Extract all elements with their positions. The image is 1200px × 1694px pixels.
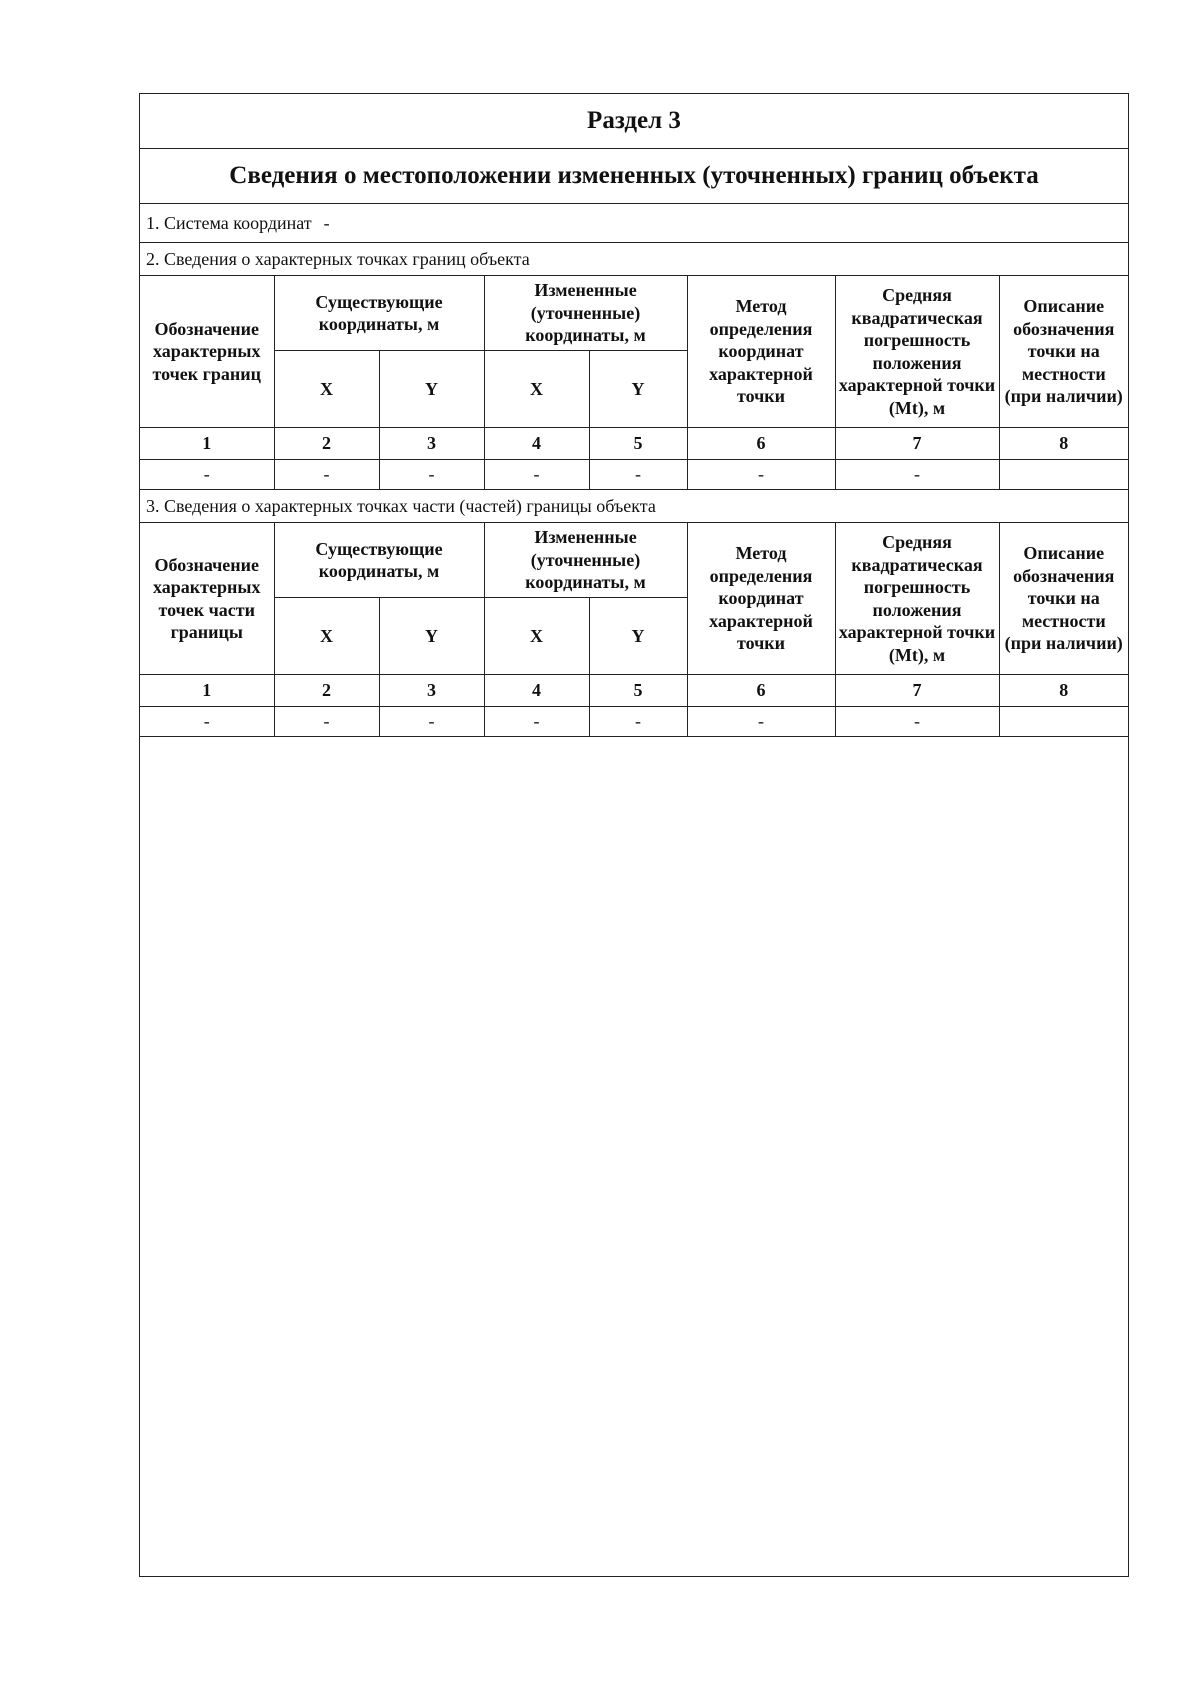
table2-cell: - [687, 707, 835, 737]
table1-header-x-existing: X [274, 351, 379, 428]
table2-cell: - [589, 707, 687, 737]
table1-caption: 2. Сведения о характерных точках границ объекта [140, 243, 1128, 276]
table1-header-changed: Измененные (уточненные) координаты, м [484, 276, 687, 351]
table1-col-number: 6 [687, 428, 835, 460]
table1-col-number: 8 [999, 428, 1128, 460]
table2-cell [999, 707, 1128, 737]
table-row [140, 707, 1128, 737]
table2-col-number: 4 [484, 675, 589, 707]
table1-cell: - [835, 460, 999, 490]
coord-system-line [140, 204, 1128, 243]
table1-col-number: 3 [379, 428, 484, 460]
table2-header-x-existing: X [274, 598, 379, 675]
table2-col-number: 8 [999, 675, 1128, 707]
table1-col-number: 2 [274, 428, 379, 460]
table2-caption: 3. Сведения о характерных точках части (частей) границы объекта [140, 490, 1128, 523]
table1-header-x-changed: X [484, 351, 589, 428]
coord-system-value: - [323, 212, 330, 233]
table1-cell: - [274, 460, 379, 490]
document-frame [139, 93, 1129, 1577]
table2-col-number: 2 [274, 675, 379, 707]
table1-col-number: 4 [484, 428, 589, 460]
coord-system-label: 1. Система координат [146, 212, 312, 233]
table2-number-row [140, 675, 1128, 707]
table2-header-changed: Измененные (уточненные) координаты, м [484, 523, 687, 598]
table1-number-row [140, 428, 1128, 460]
table2-col-number: 5 [589, 675, 687, 707]
table1-cell: - [484, 460, 589, 490]
table2-cell: - [140, 707, 274, 737]
table-row [140, 460, 1128, 490]
table1-header-method: Метод определения координат характерной точки [687, 276, 835, 428]
table1-header-existing: Существующие координаты, м [274, 276, 484, 351]
table2-header-point: Обозначение характерных точек части границы [140, 523, 274, 675]
table2-col-number: 6 [687, 675, 835, 707]
section-subtitle: Сведения о местоположении измененных (уточненных) границ объекта [140, 149, 1128, 204]
table1-cell: - [687, 460, 835, 490]
table2-header-existing: Существующие координаты, м [274, 523, 484, 598]
table2-cell: - [835, 707, 999, 737]
table1-header-description: Описание обозначения точки на местности (при наличии) [999, 276, 1128, 428]
table1-cell: - [140, 460, 274, 490]
table2-cell: - [274, 707, 379, 737]
table1-header-y-existing: Y [379, 351, 484, 428]
table1-cell: - [379, 460, 484, 490]
table2-header-method: Метод определения координат характерной точки [687, 523, 835, 675]
table1-col-number: 7 [835, 428, 999, 460]
table1-col-number: 1 [140, 428, 274, 460]
table1-cell [999, 460, 1128, 490]
table1-col-number: 5 [589, 428, 687, 460]
table2-col-number: 1 [140, 675, 274, 707]
table2-header-description: Описание обозначения точки на местности (при наличии) [999, 523, 1128, 675]
table1-header-point: Обозначение характерных точек границ [140, 276, 274, 428]
table2-header-y-changed: Y [589, 598, 687, 675]
section-title: Раздел 3 [140, 94, 1128, 149]
table2-header-y-existing: Y [379, 598, 484, 675]
table2-header-x-changed: X [484, 598, 589, 675]
table2-col-number: 7 [835, 675, 999, 707]
table1-header-error: Средняя квадратическая погрешность положения характерной точки (Mt), м [835, 276, 999, 428]
table1 [140, 276, 1128, 490]
table1-cell: - [589, 460, 687, 490]
table2-header-error: Средняя квадратическая погрешность положения характерной точки (Mt), м [835, 523, 999, 675]
table2 [140, 523, 1128, 737]
table2-col-number: 3 [379, 675, 484, 707]
table2-cell: - [484, 707, 589, 737]
table1-header-y-changed: Y [589, 351, 687, 428]
table2-cell: - [379, 707, 484, 737]
